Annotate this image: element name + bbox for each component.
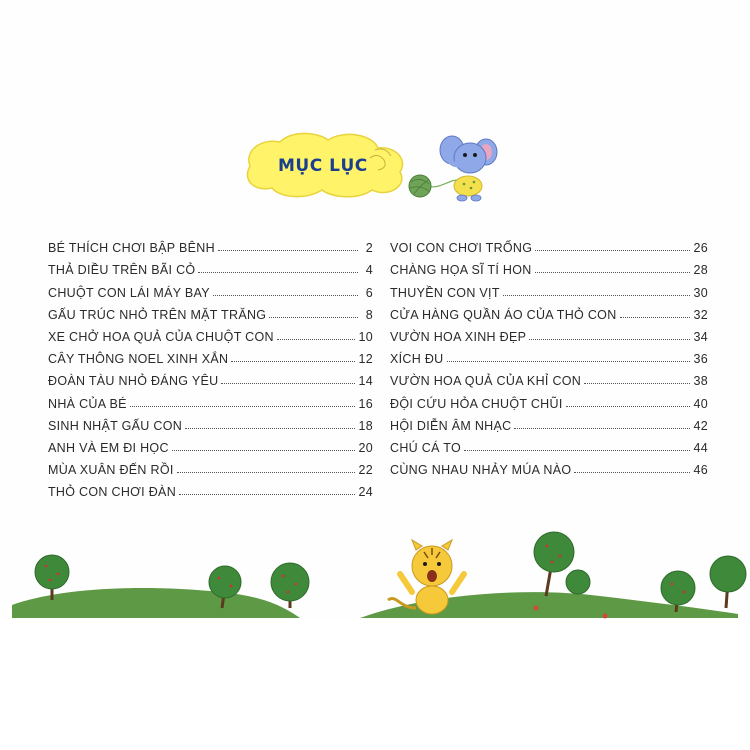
dot-leader bbox=[213, 295, 358, 296]
toc-entry-title: XE CHỞ HOA QUẢ CỦA CHUỘT CON bbox=[48, 329, 274, 344]
toc-entry-page: 44 bbox=[693, 440, 708, 455]
toc-entry[interactable] bbox=[48, 411, 373, 433]
toc-entry[interactable] bbox=[48, 477, 373, 499]
page-bottom-margin bbox=[0, 620, 750, 750]
toc-entry-page: 2 bbox=[365, 241, 373, 256]
dot-leader bbox=[198, 272, 358, 273]
toc-entry-title: THUYỀN CON VỊT bbox=[390, 285, 500, 300]
grass-hill bbox=[12, 588, 300, 618]
dot-leader bbox=[535, 250, 690, 251]
toc-entry-title: ĐỘI CỨU HỎA CHUỘT CHŨI bbox=[390, 396, 563, 411]
toc-entry-page: 12 bbox=[358, 352, 373, 367]
toc-entry-page: 36 bbox=[693, 352, 708, 367]
dot-leader bbox=[277, 339, 356, 340]
toc-entry[interactable] bbox=[390, 455, 708, 477]
toc-entry-page: 24 bbox=[358, 485, 373, 500]
tree-icon bbox=[566, 570, 590, 594]
dot-leader bbox=[172, 450, 356, 451]
bottom-scenery bbox=[0, 500, 750, 630]
toc-entry-title: MÙA XUÂN ĐẾN RỒI bbox=[48, 463, 174, 478]
toc-entry-title: ĐOÀN TÀU NHỎ ĐÁNG YÊU bbox=[48, 374, 219, 389]
dot-leader bbox=[566, 406, 691, 407]
toc-entry-page: 10 bbox=[358, 329, 373, 344]
title-badge-group bbox=[240, 128, 500, 218]
toc-entry[interactable] bbox=[48, 233, 373, 255]
toc-entry-title: BÉ THÍCH CHƠI BẬP BÊNH bbox=[48, 241, 215, 256]
toc-entry-page: 46 bbox=[693, 463, 708, 478]
dot-leader bbox=[130, 406, 356, 407]
elephant-with-yarn-ball-icon bbox=[400, 128, 500, 208]
toc-entry-title: ANH VÀ EM ĐI HỌC bbox=[48, 440, 169, 455]
toc-entry[interactable] bbox=[390, 366, 708, 388]
toc-entry-title: SINH NHẬT GẤU CON bbox=[48, 418, 183, 433]
dot-leader bbox=[185, 428, 355, 429]
toc-entry[interactable] bbox=[390, 300, 708, 322]
toc-entry-page: 14 bbox=[358, 374, 373, 389]
toc-entry-page: 4 bbox=[365, 263, 373, 278]
toc-entry-title: VƯỜN HOA QUẢ CỦA KHỈ CON bbox=[390, 374, 582, 389]
toc-entry-page: 38 bbox=[693, 374, 708, 389]
toc-entry-title: CHÚ CÁ TO bbox=[390, 440, 461, 455]
toc-entry[interactable] bbox=[48, 255, 373, 277]
toc-entry-title: VOI CON CHƠI TRỐNG bbox=[390, 241, 533, 256]
dot-leader bbox=[574, 472, 690, 473]
toc-entry-page: 28 bbox=[693, 263, 708, 278]
toc-entry-title: XÍCH ĐU bbox=[390, 352, 444, 367]
toc-entry-page: 18 bbox=[358, 418, 373, 433]
toc-entry[interactable] bbox=[390, 322, 708, 344]
toc-entry[interactable] bbox=[390, 411, 708, 433]
dot-leader bbox=[584, 383, 690, 384]
toc-entry-title: HỘI DIỄN ÂM NHẠC bbox=[390, 418, 512, 433]
toc-entry[interactable] bbox=[390, 433, 708, 455]
dot-leader bbox=[620, 317, 691, 318]
dot-leader bbox=[218, 250, 358, 251]
toc-entry-page: 34 bbox=[693, 329, 708, 344]
toc-entry[interactable] bbox=[48, 300, 373, 322]
dot-leader bbox=[447, 361, 691, 362]
tree-icon bbox=[710, 556, 746, 608]
toc-entry[interactable] bbox=[390, 388, 708, 410]
toc-entry[interactable] bbox=[390, 344, 708, 366]
toc-entry-title: THỎ CON CHƠI ĐÀN bbox=[48, 485, 177, 500]
toc-entry-page: 26 bbox=[693, 241, 708, 256]
toc-entry-title: CỬA HÀNG QUẦN ÁO CỦA THỎ CON bbox=[390, 307, 617, 322]
toc-entry-page: 42 bbox=[693, 418, 708, 433]
dot-leader bbox=[464, 450, 690, 451]
toc-entry-page: 22 bbox=[358, 463, 373, 478]
toc-entry-page: 30 bbox=[693, 285, 708, 300]
dot-leader bbox=[177, 472, 356, 473]
dot-leader bbox=[514, 428, 690, 429]
toc-entry-page: 40 bbox=[693, 396, 708, 411]
page-title: MỤC LỤC bbox=[278, 156, 368, 176]
toc-entry-title: CÙNG NHAU NHẢY MÚA NÀO bbox=[390, 463, 572, 478]
dot-leader bbox=[179, 494, 355, 495]
toc-entry[interactable] bbox=[48, 388, 373, 410]
toc-entry-page: 8 bbox=[365, 307, 373, 322]
toc-entry[interactable] bbox=[48, 322, 373, 344]
toc-entry[interactable] bbox=[390, 277, 708, 299]
toc-entry[interactable] bbox=[48, 455, 373, 477]
dot-leader bbox=[221, 383, 355, 384]
toc-entry[interactable] bbox=[48, 433, 373, 455]
toc-entry[interactable] bbox=[48, 366, 373, 388]
toc-entry-title: THẢ DIỀU TRÊN BÃI CỎ bbox=[48, 263, 196, 278]
toc-entry-page: 6 bbox=[365, 285, 373, 300]
toc-entry-title: VƯỜN HOA XINH ĐẸP bbox=[390, 329, 527, 344]
toc-entry[interactable] bbox=[390, 233, 708, 255]
dot-leader bbox=[269, 317, 358, 318]
toc-entry-page: 32 bbox=[693, 307, 708, 322]
toc-entry-title: CHUỘT CON LÁI MÁY BAY bbox=[48, 285, 210, 300]
toc-entry[interactable] bbox=[48, 277, 373, 299]
toc-entry-title: NHÀ CỦA BÉ bbox=[48, 396, 127, 411]
toc-column-right bbox=[390, 233, 708, 477]
dot-leader bbox=[535, 272, 691, 273]
toc-entry-page: 20 bbox=[358, 440, 373, 455]
toc-entry-title: CHÀNG HỌA SĨ TÍ HON bbox=[390, 263, 532, 278]
toc-entry-page: 16 bbox=[358, 396, 373, 411]
tree-icon bbox=[271, 563, 309, 608]
toc-entry[interactable] bbox=[48, 344, 373, 366]
toc-entry[interactable] bbox=[390, 255, 708, 277]
toc-column-left bbox=[48, 233, 373, 499]
dot-leader bbox=[503, 295, 691, 296]
toc-entry-title: GẤU TRÚC NHỎ TRÊN MẶT TRĂNG bbox=[48, 307, 267, 322]
dot-leader bbox=[231, 361, 355, 362]
toc-entry-title: CÂY THÔNG NOEL XINH XẮN bbox=[48, 352, 229, 367]
dot-leader bbox=[529, 339, 690, 340]
